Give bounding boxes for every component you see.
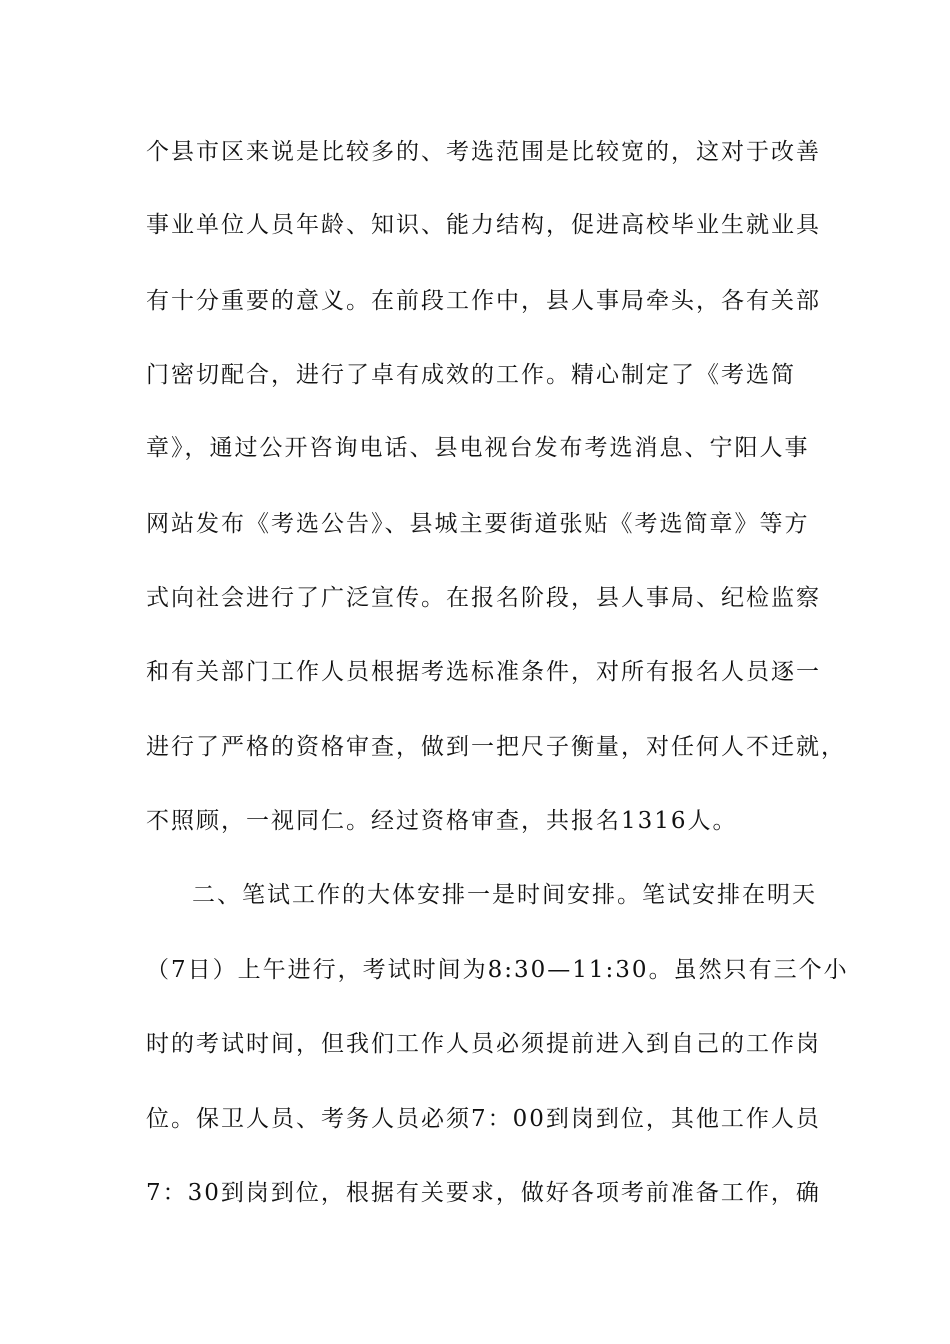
paragraph-line: 位。保卫人员、考务人员必须7：00到岗到位，其他工作人员 <box>146 1106 821 1132</box>
paragraph-line: 不照顾，一视同仁。经过资格审查，共报名1316人。 <box>146 808 738 834</box>
paragraph-line: 有十分重要的意义。在前段工作中，县人事局牵头，各有关部 <box>146 288 821 314</box>
paragraph-line: 事业单位人员年龄、知识、能力结构，促进高校毕业生就业具 <box>146 212 821 238</box>
paragraph-line: 进行了严格的资格审查，做到一把尺子衡量，对任何人不迁就， <box>146 734 846 760</box>
paragraph-line: 网站发布《考选公告》、县城主要街道张贴《考选简章》等方 <box>146 511 810 537</box>
paragraph-line: 门密切配合，进行了卓有成效的工作。精心制定了《考选简 <box>146 362 796 388</box>
paragraph-line: 时的考试时间，但我们工作人员必须提前进入到自己的工作岗 <box>146 1031 821 1057</box>
paragraph-line: （7日）上午进行，考试时间为8:30—11:30。虽然只有三个小 <box>146 957 849 983</box>
paragraph-line: 二、笔试工作的大体安排一是时间安排。笔试安排在明天 <box>192 882 817 908</box>
paragraph-line: 章》，通过公开咨询电话、县电视台发布考选消息、宁阳人事 <box>146 435 810 461</box>
paragraph-line: 个县市区来说是比较多的、考选范围是比较宽的，这对于改善 <box>146 139 821 165</box>
paragraph-line: 和有关部门工作人员根据考选标准条件，对所有报名人员逐一 <box>146 659 821 685</box>
paragraph-line: 式向社会进行了广泛宣传。在报名阶段，县人事局、纪检监察 <box>146 585 821 611</box>
paragraph-line: 7：30到岗到位，根据有关要求，做好各项考前准备工作，确 <box>146 1180 821 1206</box>
